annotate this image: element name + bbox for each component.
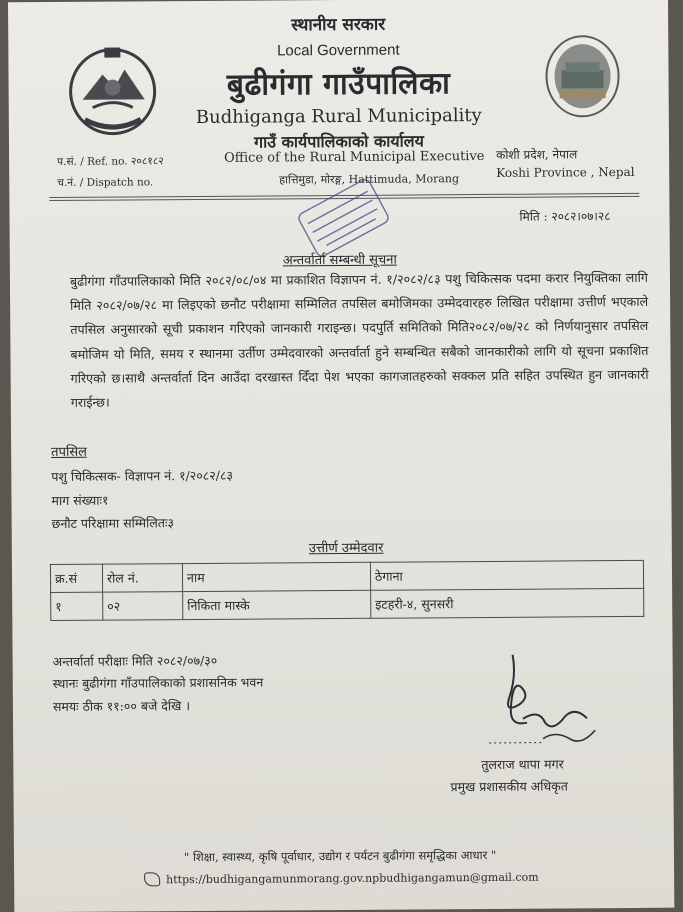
table-row	[51, 588, 644, 620]
signature-icon	[483, 646, 604, 759]
cell-address: इटहरी-४, सुनसरी	[371, 588, 644, 618]
notice-document	[8, 0, 674, 912]
office-name-np: गाउँ कार्यपालिकाको कार्यालय	[253, 131, 424, 152]
municipality-name-en: Budhiganga Rural Municipality	[195, 104, 482, 128]
ref-number: प.सं. / Ref. no. २०८१८२	[57, 155, 164, 168]
col-header-address: ठेगाना	[370, 560, 643, 590]
col-header-name: नाम	[182, 562, 370, 591]
tapasil-line-post: पशु चिकित्सक- विज्ञापन नं. १/२०८२/८३	[51, 467, 234, 485]
notice-body: बुढीगंगा गाँउपालिकाको मिति २०८२/०८/०४ मा प्रकाशित विज्ञापन नं. १/२०८२/८३ पशु चिकित्सक पदमा करार नियुक्तिका लागि मिति २०८२/०७/२८ मा लिइएको छनौट परीक्षामा सम्मिलित तपसिल बमोजिमका उम्मेदवारहरु लिखित परीक्षामा उत्तीर्ण भएकाले तपसिल अनुसारको सूची प्रकाशन गरिएको जानकारी गराइन्छ। पदपुर्ति समितिको मिति२०८२/०७/२८ को निर्णयानुसार तपसिल बमोजिम यो मिति, समय र स्थानमा उर्तीण उम्मेदवारको अन्तर्वार्ता हुने सम्बन्धित सबैको जानकारीको लागि यो सूचना प्रकाशित गरिएको छ।साथै अन्तर्वार्ता दिन आउँदा दरखास्त दिँदा पेश भएका कागजातहरुको सक्कल प्रति सहित उपस्थित हुन जानकारी गराईन्छ।	[69, 269, 649, 410]
web-link-icon	[144, 872, 160, 886]
cell-roll: ०२	[103, 592, 183, 621]
passed-candidates-heading: उत्तीर्ण उम्मेदवार	[308, 540, 384, 557]
municipality-name-np: बुढीगंगा गाउँपालिका	[226, 66, 451, 103]
header-title-np: स्थानीय सरकार	[291, 14, 386, 36]
signatory-title: प्रमुख प्रशासकीय अधिकृत	[450, 778, 568, 795]
cell-serial: १	[51, 592, 103, 620]
header-title-en: Local Government	[276, 41, 400, 60]
interview-place: स्थानः बुढीगंगा गाँउपालिकाको प्रशासनिक भवन	[52, 674, 264, 692]
notice-date: मिति : २०८२।०७।२८	[519, 209, 611, 224]
footer-contact	[144, 870, 539, 887]
interview-date: अन्तर्वार्ता परीक्षाः मिति २०८२/०७/३०	[52, 652, 218, 670]
interview-time: समयः ठीक ११:०० बजे देखि ।	[52, 698, 191, 715]
signatory-name: तुलराज थापा मगर	[481, 756, 564, 773]
col-header-serial: क्र.सं	[50, 564, 102, 592]
footer-motto: " शिक्षा, स्वास्थ्य, कृषि पूर्वाधार, उद्योग र पर्यटन बुढीगंगा समृद्धिका आधार "	[183, 847, 497, 865]
footer-website[interactable]: https://budhigangamunmorang.gov.npbudhigangamun@gmail.com	[166, 870, 539, 886]
notice-subject: अन्तर्वार्ता सम्बन्धी सूचना	[282, 252, 397, 269]
office-name-en: Office of the Rural Municipal Executive	[224, 148, 485, 166]
col-header-roll: रोल नं.	[102, 564, 182, 593]
candidates-table	[50, 560, 644, 621]
province-en: Koshi Province , Nepal	[496, 164, 635, 180]
dispatch-number: च.नं. / Dispatch no.	[57, 176, 154, 189]
table-header-row	[50, 560, 643, 592]
tapasil-line-demand: माग संख्याः१	[51, 492, 109, 509]
tapasil-line-participants: छनौट परिक्षामा सम्मिलितः३	[51, 515, 175, 532]
province-np: कोशी प्रदेश, नेपाल	[496, 147, 578, 162]
tapasil-heading: तपसिल	[51, 444, 87, 461]
office-address: हात्तिमुडा, मोरङ्ग, Hattimuda, Morang	[279, 172, 460, 187]
cell-name: निकिता मास्के	[183, 590, 371, 619]
